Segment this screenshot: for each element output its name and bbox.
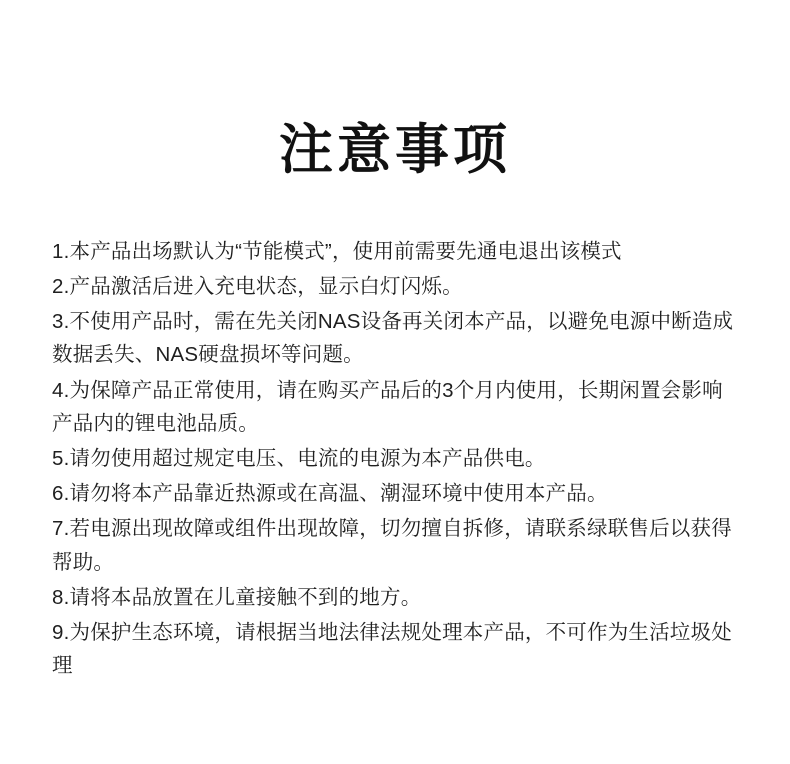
notes-list — [0, 183, 790, 683]
page-title: 注意事项 — [279, 120, 511, 180]
list-item: 4.为保障产品正常使用，请在购买产品后的3个月内使用，长期闲置会影响产品内的锂电池品质。 — [52, 378, 723, 435]
list-item: 6.请勿将本产品靠近热源或在高温、潮湿环境中使用本产品。 — [52, 482, 608, 506]
list-item: 2.产品激活后进入充电状态，显示白灯闪烁。 — [52, 275, 463, 298]
list-item: 1.本产品出场默认为“节能模式”，使用前需要先通电退出该模式 — [52, 239, 622, 263]
list-item: 7.若电源出现故障或组件出现故障，切勿擅自拆修，请联系绿联售后以获得帮助。 — [52, 517, 732, 574]
list-item: 8.请将本品放置在儿童接触不到的地方。 — [52, 585, 422, 609]
list-item: 5.请勿使用超过规定电压、电流的电源为本产品供电。 — [52, 447, 546, 471]
list-item: 3.不使用产品时，需在先关闭NAS设备再关闭本产品，以避免电源中断造成数据丢失、NAS硬盘损坏等问题。 — [52, 310, 734, 367]
list-item: 9.为保护生态环境，请根据当地法律法规处理本产品，不可作为生活垃圾处理 — [52, 621, 732, 678]
